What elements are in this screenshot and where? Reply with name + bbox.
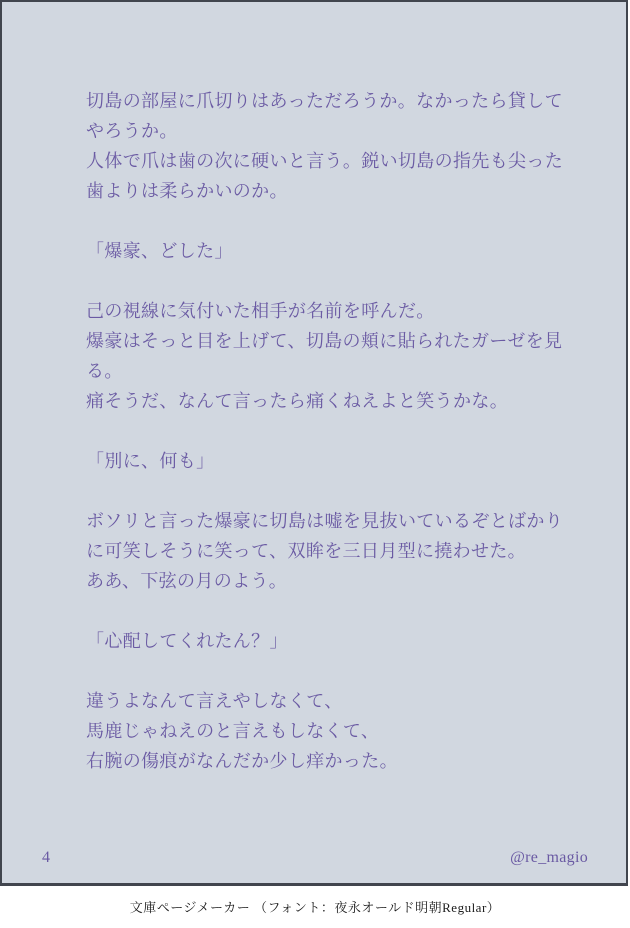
page-meta-row — [42, 849, 588, 867]
text-line: 違うよなんて言えやしなくて、 — [86, 691, 343, 711]
text-line: ボソリと言った爆豪に切島は嘘を見抜いているぞとばかり — [86, 511, 564, 531]
text-line: 歯よりは柔らかいのか。 — [86, 181, 288, 201]
text-line: 人体で爪は歯の次に硬いと言う。鋭い切島の指先も尖った — [86, 151, 564, 171]
text-line: ああ、下弦の月のよう。 — [86, 571, 288, 591]
text-line: 爆豪はそっと目を上げて、切島の頬に貼られたガーゼを見 — [86, 331, 563, 351]
text-line — [86, 656, 591, 686]
body-text — [86, 86, 591, 776]
text-line — [86, 266, 591, 296]
text-line: 痛そうだ、なんて言ったら痛くねえよと笑うかな。 — [86, 391, 509, 411]
text-line — [86, 596, 591, 626]
text-line: る。 — [86, 361, 123, 381]
text-line: 「心配してくれたん？」 — [86, 631, 288, 651]
text-line: に可笑しそうに笑って、双眸を三日月型に撓わせた。 — [86, 541, 527, 561]
text-line — [86, 476, 591, 506]
text-line: 「爆豪、どした」 — [86, 241, 233, 261]
text-line: 切島の部屋に爪切りはあっただろうか。なかったら貸して — [86, 91, 563, 111]
text-line — [86, 206, 591, 236]
author-handle: @re_magio — [510, 849, 588, 866]
generator-caption: 文庫ページメーカー （フォント：夜永オールド明朝Regular） — [129, 900, 501, 915]
text-line: 己の視線に気付いた相手が名前を呼んだ。 — [86, 301, 435, 321]
text-line: 右腕の傷痕がなんだか少し痒かった。 — [86, 751, 398, 771]
text-line: 「別に、何も」 — [86, 451, 215, 471]
page-number: 4 — [42, 849, 51, 866]
text-line — [86, 416, 591, 446]
text-line: 馬鹿じゃねえのと言えもしなくて、 — [86, 721, 380, 741]
text-line: やろうか。 — [86, 121, 178, 141]
